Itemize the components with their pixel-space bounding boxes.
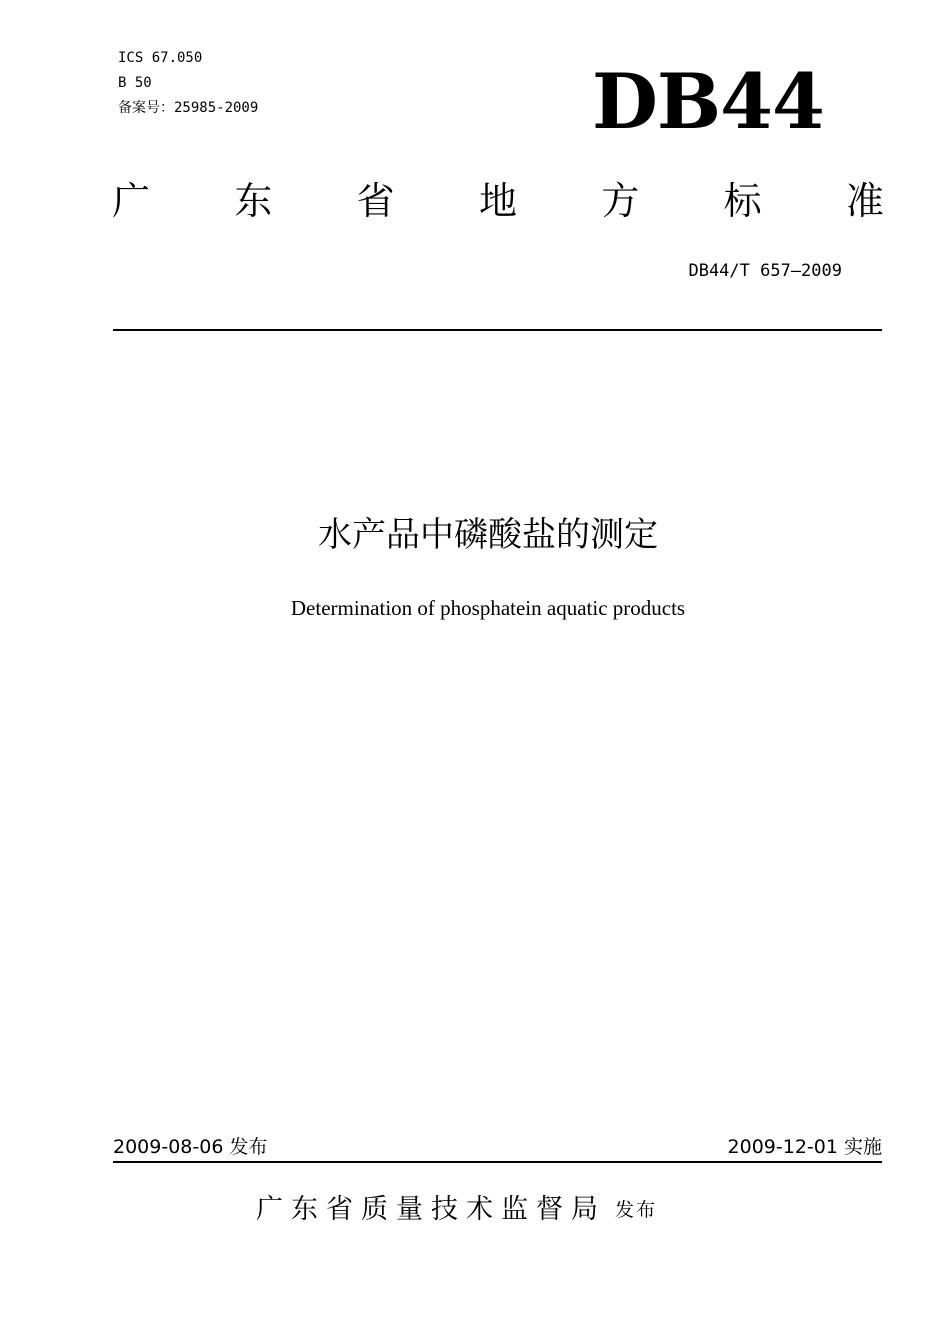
publish-date: 2009-08-06 发布	[113, 1136, 268, 1158]
issuer-suffix: 发布	[615, 1199, 658, 1221]
heading-char: 准	[845, 179, 884, 223]
heading-char: 广	[112, 179, 151, 223]
document-title-en: Determination of phosphatein aquatic products	[290, 596, 686, 620]
standard-number: DB44/T 657—2009	[688, 261, 842, 281]
ics-code: ICS 67.050	[118, 50, 203, 66]
standard-logo: DB44	[592, 57, 824, 146]
heading-char: 省	[356, 179, 395, 223]
heading-char: 东	[234, 179, 273, 223]
effective-date: 2009-12-01 实施	[727, 1136, 882, 1158]
classification-code: B 50	[118, 75, 152, 91]
issuer-name: 广东省质量技术监督局	[256, 1194, 606, 1225]
standard-heading	[112, 176, 884, 226]
heading-char: 方	[601, 179, 640, 223]
bottom-divider	[113, 1161, 882, 1163]
issuer-line	[256, 1190, 657, 1230]
record-number: 备案号：25985-2009	[118, 100, 259, 116]
document-title-cn: 水产品中磷酸盐的测定	[318, 515, 658, 555]
top-divider	[113, 329, 882, 331]
heading-char: 标	[723, 179, 762, 223]
heading-char: 地	[478, 179, 517, 223]
